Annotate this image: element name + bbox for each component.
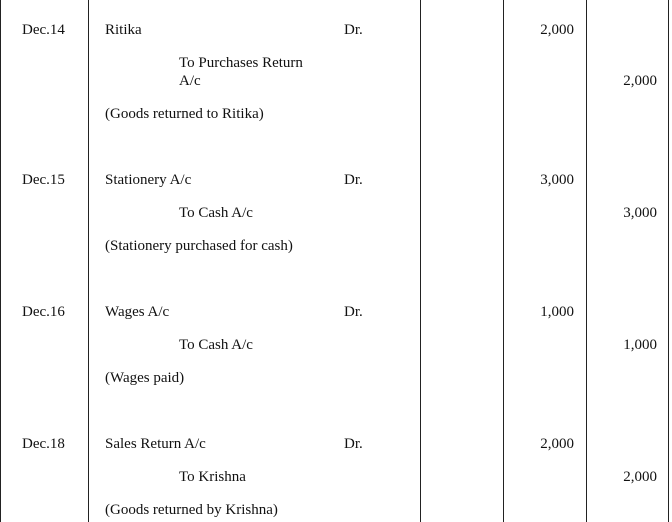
debit-account: Ritika (105, 22, 142, 38)
credit-account: To Cash A/c (179, 205, 253, 221)
debit-amount: 3,000 (540, 172, 574, 188)
column-rule (668, 0, 669, 522)
narration: (Goods returned by Krishna) (105, 502, 278, 518)
dr-label: Dr. (344, 304, 363, 320)
narration: (Goods returned to Ritika) (105, 106, 264, 122)
credit-account: To Cash A/c (179, 337, 253, 353)
debit-account: Stationery A/c (105, 172, 192, 188)
credit-account: To Krishna (179, 469, 246, 485)
narration: (Wages paid) (105, 370, 185, 386)
dr-label: Dr. (344, 436, 363, 452)
credit-account: To Purchases Return A/c (179, 55, 303, 89)
debit-amount: 1,000 (540, 304, 574, 320)
column-rule (420, 0, 421, 522)
credit-amount: 3,000 (623, 205, 657, 221)
entry-date: Dec.18 (22, 436, 65, 452)
debit-account: Wages A/c (105, 304, 170, 320)
column-rule (0, 0, 1, 522)
entry-date: Dec.16 (22, 304, 65, 320)
credit-amount: 2,000 (623, 469, 657, 485)
debit-amount: 2,000 (540, 22, 574, 38)
dr-label: Dr. (344, 172, 363, 188)
narration: (Stationery purchased for cash) (105, 238, 293, 254)
credit-amount: 2,000 (623, 73, 657, 89)
debit-amount: 2,000 (540, 436, 574, 452)
dr-label: Dr. (344, 22, 363, 38)
entry-date: Dec.14 (22, 22, 65, 38)
entry-date: Dec.15 (22, 172, 65, 188)
credit-amount: 1,000 (623, 337, 657, 353)
column-rule (88, 0, 89, 522)
debit-account: Sales Return A/c (105, 436, 206, 452)
